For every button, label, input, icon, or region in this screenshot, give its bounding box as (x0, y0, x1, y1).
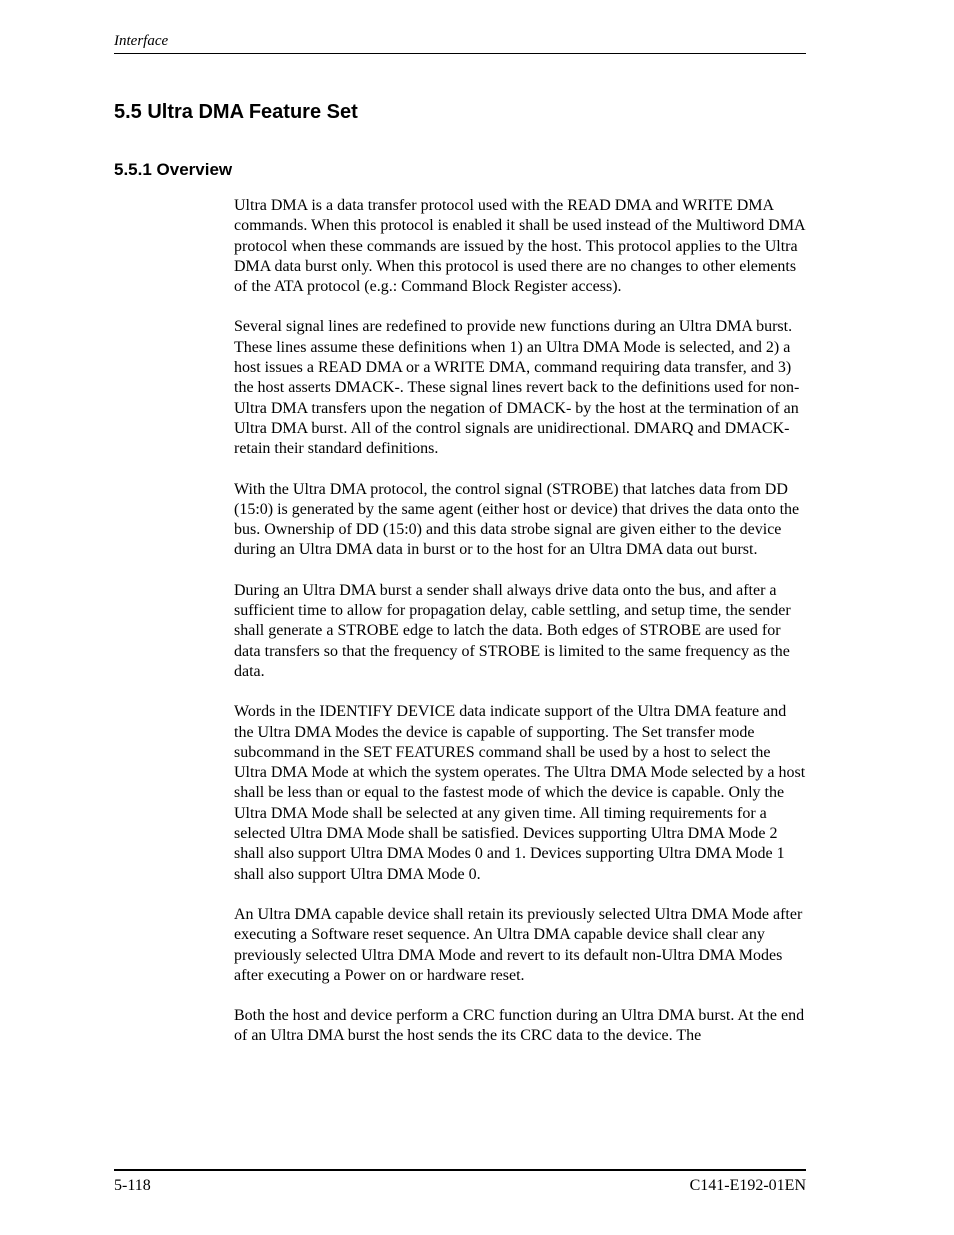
section-title: 5.5 Ultra DMA Feature Set (114, 101, 358, 123)
paragraph-5: Words in the IDENTIFY DEVICE data indicate support of the Ultra DMA feature and the Ultra DMA Modes the device is capable of supporting. The Set transfer mode subcommand in the SET FEATURES command shall be used by a host to select the Ultra DMA Mode at which the system operates. The Ultra DMA Mode selected by a host shall be less than or equal to the fastest mode of which the device is capable. Only the Ultra DMA Mode shall be selected at any given time. All timing requirements for a selected Ultra DMA Mode shall be satisfied. Devices supporting Ultra DMA Mode 2 shall also support Ultra DMA Modes 0 and 1. Devices supporting Ultra DMA Mode 1 shall also support Ultra DMA Mode 0. (234, 703, 806, 883)
paragraph-7: Both the host and device perform a CRC function during an Ultra DMA burst. At the end of an Ultra DMA burst the host sends the its CRC data to the device. The (234, 1007, 805, 1045)
document-id: C141-E192-01EN (689, 1177, 806, 1194)
paragraph-2: Several signal lines are redefined to provide new functions during an Ultra DMA burst. These lines assume these definitions when 1) an Ultra DMA Mode is selected, and 2) a host issues a READ DMA or a WRITE DMA, command requiring data transfer, and 3) the host asserts DMACK-. These signal lines revert back to the definitions used for non-Ultra DMA transfers upon the negation of DMACK- by the host at the termination of an Ultra DMA burst. All of the control signals are unidirectional. DMARQ and DMACK- retain their standard definitions. (234, 318, 800, 458)
subsection-title: 5.5.1 Overview (114, 160, 233, 179)
footer-divider (114, 1169, 806, 1171)
body-text (234, 196, 806, 1067)
paragraph-3: With the Ultra DMA protocol, the control signal (STROBE) that latches data from DD (15:0) is generated by the same agent (either host or device) that drives the data onto the bus. Ownership of DD (15:0) and this data strobe signal are given either to the device during an Ultra DMA data in burst or to the host for an Ultra DMA data out burst. (234, 480, 800, 559)
running-header: Interface (114, 33, 169, 49)
paragraph-6: An Ultra DMA capable device shall retain its previously selected Ultra DMA Mode after executing a Software reset sequence. An Ultra DMA capable device shall clear any previously selected Ultra DMA Mode and revert to its default non-Ultra DMA Modes after executing a Power on or hardware reset. (234, 905, 803, 984)
header-divider (114, 53, 806, 54)
paragraph-1: Ultra DMA is a data transfer protocol used with the READ DMA and WRITE DMA commands. When this protocol is enabled it shall be used instead of the Multiword DMA protocol when these commands are issued by the host. This protocol applies to the Ultra DMA data burst only. When this protocol is used there are no changes to other elements of the ATA protocol (e.g.: Command Block Register access). (234, 197, 805, 296)
paragraph-4: During an Ultra DMA burst a sender shall always drive data onto the bus, and after a sufficient time to allow for propagation delay, cable settling, and setup time, the sender shall generate a STROBE edge to latch the data. Both edges of STROBE are used for data transfers so that the frequency of STROBE is limited to the same frequency as the data. (234, 581, 791, 680)
page-number: 5-118 (114, 1177, 151, 1194)
